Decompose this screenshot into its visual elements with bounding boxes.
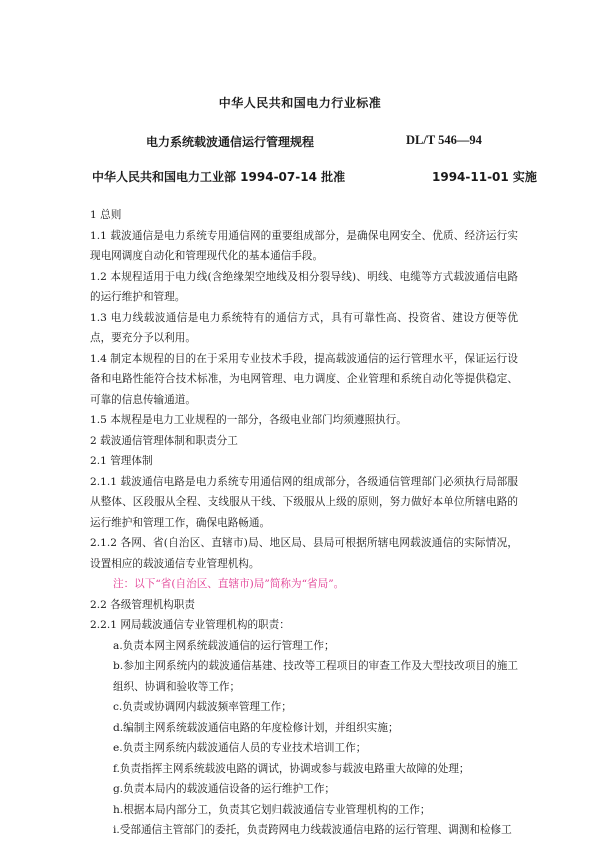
paragraph: 1.5 本规程是电力工业规程的一部分，各级电业部门均须遵照执行。 — [90, 414, 407, 426]
paragraph: 2.1.1 载波通信电路是电力系统专用通信网的组成部分，各级通信管理部门必须执行局部服从整体、区段服从全程、支线服从干线、下级服从上级的原则，努力做好本单位所辖电路的运行维护和管理工作，确保电路畅通。 — [90, 475, 518, 529]
standard-header: 中华人民共和国电力行业标准 — [218, 96, 382, 110]
document-body — [90, 205, 518, 841]
duty-list — [90, 636, 518, 841]
subsection-heading: 2.1 管理体制 — [90, 455, 153, 467]
list-item: b.参加主网系统内的载波通信基建、技改等工程项目的审查工作及大型技改项目的施工组织、协调和验收等工作； — [113, 660, 518, 693]
paragraph: 1.3 电力线载波通信是电力系统特有的通信方式，具有可靠性高、投资省、建设方便等优点，要充分予以利用。 — [90, 311, 518, 344]
implementation-date: 1994-11-01 实施 — [432, 170, 537, 184]
note-text: 注：以下“省(自治区、直辖市)局”简称为“省局”。 — [113, 578, 345, 590]
paragraph: 2.2.1 网局载波通信专业管理机构的职责： — [90, 619, 290, 631]
standard-code: DL/T 546—94 — [406, 133, 482, 147]
list-item: g.负责本局内的载波通信设备的运行维护工作； — [113, 783, 336, 795]
list-item: h.根据本局内部分工，负责其它划归载波通信专业管理机构的工作； — [113, 803, 431, 816]
list-item: f.负责指挥主网系统载波电路的调试，协调或参与载波电路重大故障的处理； — [113, 762, 470, 775]
list-item: c.负责或协调网内载波频率管理工作； — [113, 701, 292, 713]
approval-line: 中华人民共和国电力工业部 1994-07-14 批准 — [92, 170, 346, 184]
section-heading: 1 总则 — [90, 209, 122, 221]
paragraph: 1.1 载波通信是电力系统专用通信网的重要组成部分，是确保电网安全、优质、经济运行实现电网调度自动化和管理现代化的基本通信手段。 — [90, 229, 518, 262]
list-item: d.编制主网系统载波通信电路的年度检修计划，并组织实施； — [113, 721, 399, 734]
paragraph: 1.4 制定本规程的目的在于采用专业技术手段，提高载波通信的运行管理水平，保证运行设备和电路性能符合技术标准，为电网管理、电力调度、企业管理和系统自动化等提供稳定、可靠的信息传输通道。 — [90, 352, 518, 406]
subsection-heading: 2.2 各级管理机构职责 — [90, 598, 195, 611]
list-item: e.负责主网系统内载波通信人员的专业技术培训工作； — [113, 742, 367, 754]
paragraph: 2.1.2 各网、省(自治区、直辖市)局、地区局、县局可根据所辖电网载波通信的实际情况，设置相应的载波通信专业管理机构。 — [90, 537, 518, 570]
list-item: a.负责本网主网系统载波通信的运行管理工作； — [113, 639, 335, 652]
list-item: i.受部通信主管部门的委托，负责跨网电力线载波通信电路的运行管理、调测和检修工 — [113, 824, 512, 836]
paragraph: 1.2 本规程适用于电力线(含绝缘架空地线及相分裂导线)、明线、电缆等方式载波通信电路的运行维护和管理。 — [90, 270, 518, 303]
document-title: 电力系统载波通信运行管理规程 — [146, 135, 315, 149]
section-heading: 2 载波通信管理体制和职责分工 — [90, 434, 238, 447]
